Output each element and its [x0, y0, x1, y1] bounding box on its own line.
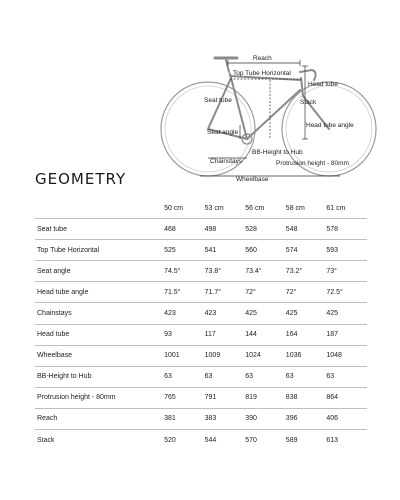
- table-cell: 425: [286, 303, 327, 324]
- table-cell: 541: [205, 240, 246, 261]
- label-stack: Stack: [300, 99, 317, 106]
- table-cell: 406: [326, 408, 367, 429]
- label-chainstays: Chainstays: [210, 158, 243, 165]
- table-cell: 544: [204, 436, 217, 444]
- label-reach: Reach: [253, 55, 272, 62]
- table-cell: 765: [164, 387, 205, 408]
- table-row: [35, 430, 367, 451]
- table-header-cell: [35, 198, 164, 219]
- table-header-cell: 53 cm: [205, 198, 246, 219]
- table-cell: 187: [326, 324, 367, 345]
- table-cell: 396: [286, 408, 327, 429]
- table-cell: 864: [326, 387, 367, 408]
- table-row: [35, 303, 367, 324]
- table-cell: 72.5°: [326, 282, 367, 303]
- label-seat-angle: Seat angle: [207, 129, 239, 136]
- table-cell: 819: [245, 387, 286, 408]
- table-cell: 63: [326, 366, 367, 387]
- table-cell: 383: [205, 408, 246, 429]
- table-row: [35, 240, 367, 261]
- table-cell: 560: [245, 240, 286, 261]
- table-cell: 791: [205, 387, 246, 408]
- row-label: Protrusion height - 80mm: [35, 387, 164, 408]
- table-cell: 1048: [326, 345, 367, 366]
- table-header-cell: 61 cm: [326, 198, 367, 219]
- table-cell: 93: [164, 324, 205, 345]
- table-header-cell: 56 cm: [245, 198, 286, 219]
- table-cell: 425: [245, 303, 286, 324]
- table-cell: 63: [164, 366, 205, 387]
- table-header-row: [35, 198, 367, 219]
- table-cell: 578: [326, 219, 367, 240]
- table-cell: 72°: [286, 282, 327, 303]
- table-cell: 72°: [245, 282, 286, 303]
- table-cell: 71.5°: [164, 282, 205, 303]
- row-label: Seat tube: [35, 219, 164, 240]
- row-label: Top Tube Horizontal: [35, 240, 164, 261]
- table-cell: 548: [286, 219, 327, 240]
- label-head-tube: Head tube: [308, 81, 338, 88]
- table-cell: 73°: [326, 261, 367, 282]
- table-row: [35, 366, 367, 387]
- table-row: [35, 345, 367, 366]
- row-label: Reach: [35, 408, 164, 429]
- table-cell: 425: [326, 303, 367, 324]
- table-cell: 73.4°: [245, 261, 286, 282]
- table-cell: 73.8°: [205, 261, 246, 282]
- table-cell: 1001: [164, 345, 205, 366]
- table-cell: 63: [286, 366, 327, 387]
- table-cell: 520: [164, 436, 176, 444]
- bike-geometry-diagram: [0, 0, 400, 190]
- row-label: Head tube angle: [35, 282, 164, 303]
- table-cell: 117: [205, 324, 246, 345]
- table-cell: 423: [164, 303, 205, 324]
- table-cell: 1036: [286, 345, 327, 366]
- table-cell: 164: [286, 324, 327, 345]
- row-label: Stack: [37, 436, 55, 444]
- table-cell: 1024: [245, 345, 286, 366]
- table-cell: 468: [164, 219, 205, 240]
- table-cell: 498: [205, 219, 246, 240]
- table-cell: 570: [245, 436, 257, 444]
- table-cell: 525: [164, 240, 205, 261]
- table-row: [35, 282, 367, 303]
- table-cell: 838: [286, 387, 327, 408]
- label-head-tube-angle: Head tube angle: [306, 122, 354, 129]
- table-row: [35, 324, 367, 345]
- page-title: GEOMETRY: [35, 170, 127, 188]
- label-seat-tube: Seat tube: [204, 97, 232, 104]
- table-cell: 63: [245, 366, 286, 387]
- table-cell: 528: [245, 219, 286, 240]
- table-row: [35, 387, 367, 408]
- label-bb-height: BB-Height to Hub: [252, 149, 303, 156]
- table-cell: 63: [205, 366, 246, 387]
- row-label: Wheelbase: [35, 345, 164, 366]
- table-header-cell: 50 cm: [164, 198, 205, 219]
- table-cell: 71.7°: [205, 282, 246, 303]
- label-protrusion: Protrusion height - 80mm: [276, 160, 349, 167]
- table-header-cell: 58 cm: [286, 198, 327, 219]
- row-label: Seat angle: [35, 261, 164, 282]
- table-cell: 593: [326, 240, 367, 261]
- row-label: Head tube: [35, 324, 164, 345]
- table-cell: 381: [164, 408, 205, 429]
- geometry-table: [35, 198, 367, 450]
- table-cell: 390: [245, 408, 286, 429]
- row-label: BB-Height to Hub: [35, 366, 164, 387]
- table-cell: 73.2°: [286, 261, 327, 282]
- table-row: [35, 408, 367, 429]
- table-cell: 423: [205, 303, 246, 324]
- table-cell: 144: [245, 324, 286, 345]
- label-top-tube: Top Tube Horizontal: [233, 70, 291, 77]
- table-cell: 74.5°: [164, 261, 205, 282]
- row-label: Chainstays: [35, 303, 164, 324]
- table-cell: 613: [326, 436, 339, 444]
- table-row: [35, 219, 367, 240]
- table-cell: 574: [286, 240, 327, 261]
- label-wheelbase: Wheelbase: [236, 176, 269, 183]
- table-row: [35, 261, 367, 282]
- table-cell: 1009: [205, 345, 246, 366]
- table-cell: 589: [285, 436, 298, 444]
